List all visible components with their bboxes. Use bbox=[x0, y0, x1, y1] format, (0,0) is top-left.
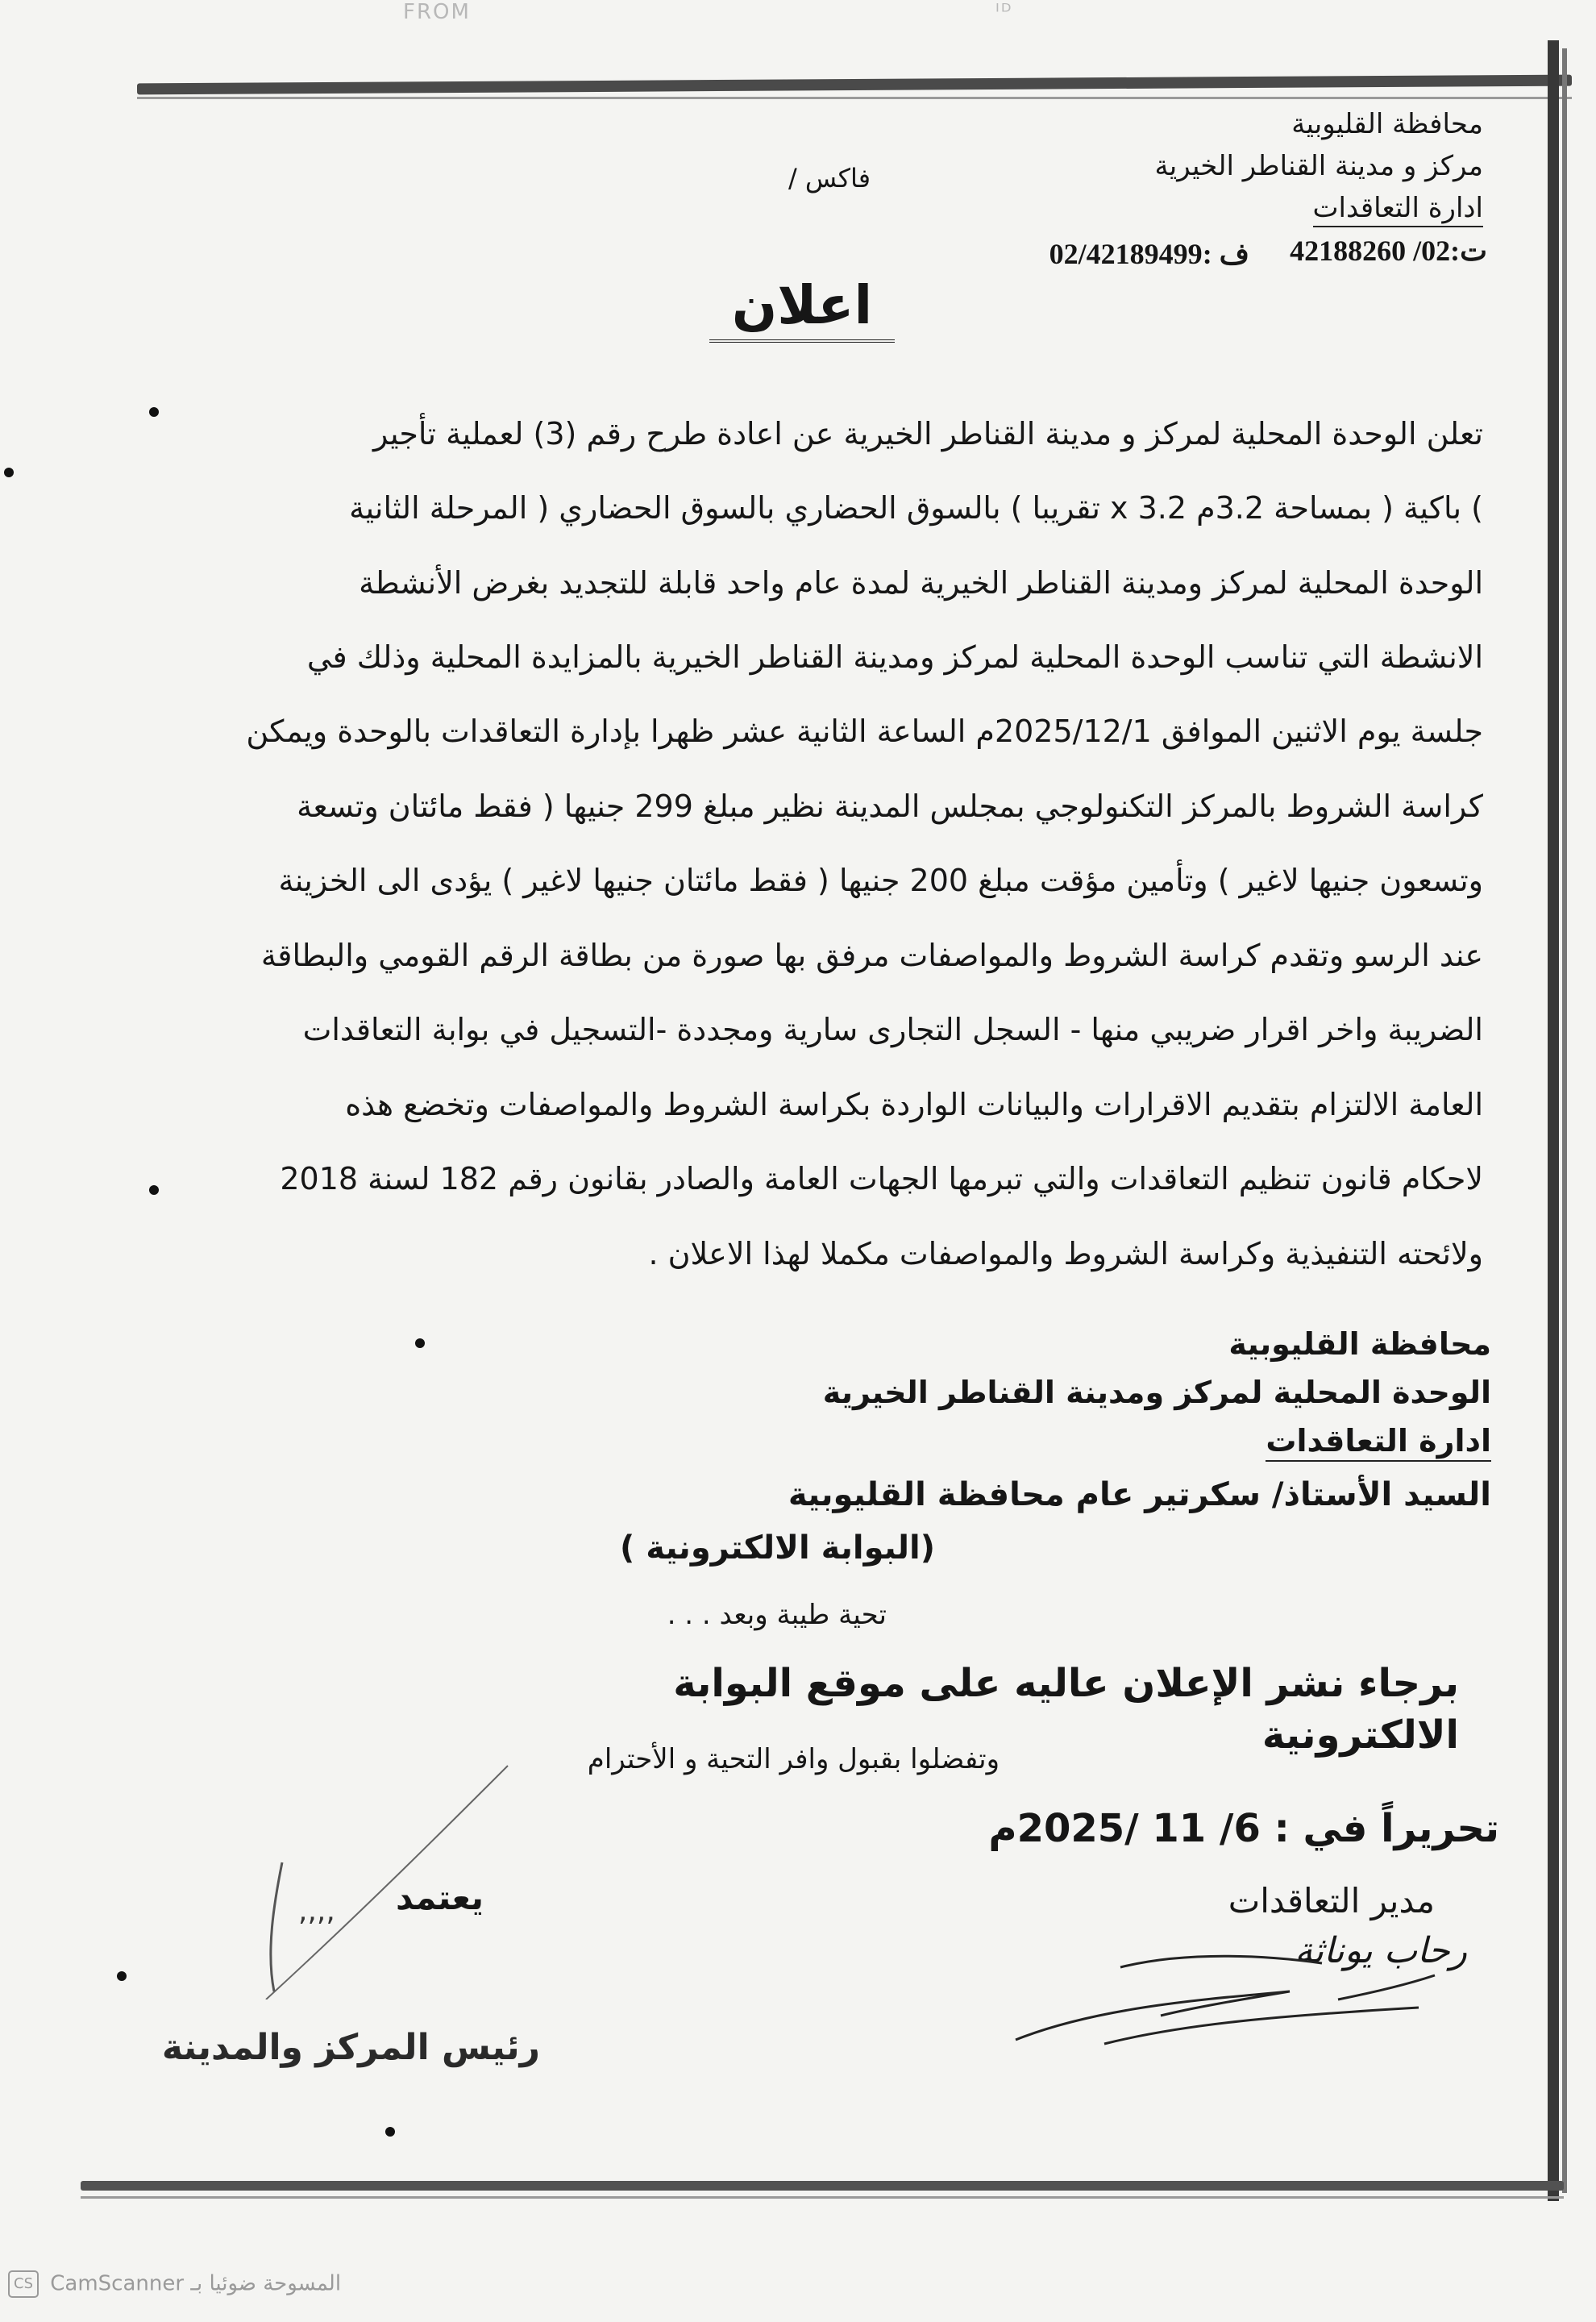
fax-label: فاكس / bbox=[788, 163, 871, 194]
bottom-border-line-thin bbox=[81, 2196, 1564, 2199]
manager-signature-scribble bbox=[1000, 1879, 1451, 2056]
header-department bbox=[1000, 189, 1483, 227]
phone-number: ت:02/ 42188260 bbox=[1290, 235, 1487, 267]
head-title: رئيس المركز والمدينة bbox=[161, 2027, 540, 2068]
fax-strip-from: FROM bbox=[403, 0, 471, 24]
header-governorate: محافظة القليوبية bbox=[1291, 108, 1483, 140]
announcement-line: جلسة يوم الاثنين الموافق 2025/12/1م الساعة الثانية عشر ظهرا بإدارة التعاقدات بالوحدة ويمكن bbox=[246, 714, 1483, 749]
fax-strip-id: ᴵᴰ bbox=[995, 0, 1013, 24]
announcement-line: تعلن الوحدة المحلية لمركز و مدينة القناطر الخيرية عن اعادة طرح رقم (3) لعملية تأجير bbox=[372, 416, 1483, 452]
letter-request: برجاء نشر الإعلان عاليه على موقع البوابة الالكترونية bbox=[673, 1661, 1459, 1758]
announcement-title: اعلان bbox=[709, 274, 895, 343]
letter-governorate: محافظة القليوبية bbox=[1228, 1326, 1491, 1362]
announcement-line: الوحدة المحلية لمركز ومدينة القناطر الخيرية لمدة عام واحد قابلة للتجديد بغرض الأنشطة bbox=[359, 565, 1483, 601]
right-border-line-thin bbox=[1562, 48, 1567, 2193]
announcement-line: وتسعون جنيها لاغير ) وتأمين مؤقت مبلغ 200 جنيها ( فقط مائتان جنيها لاغير ) يؤدى الى الخزينة bbox=[278, 863, 1483, 898]
scan-speck bbox=[4, 468, 14, 477]
top-border-line-thin bbox=[137, 97, 1572, 99]
announcement-line: العامة الالتزام بتقديم الاقرارات والبيانات الواردة بكراسة الشروط والمواصفات وتخضع هذه bbox=[345, 1087, 1483, 1122]
approval-marks: ,,,, bbox=[298, 1895, 335, 1928]
fax-number: ف :02/42189499 bbox=[1049, 238, 1249, 270]
letter-portal: (البوابة الالكترونية ) bbox=[620, 1529, 935, 1567]
announcement-line: عند الرسو وتقدم كراسة الشروط والمواصفات مرفق بها صورة من بطاقة الرقم القومي والبطاقة bbox=[260, 938, 1483, 973]
camscanner-watermark bbox=[8, 2270, 341, 2298]
approval-label: يعتمد bbox=[395, 1878, 484, 1917]
scan-speck bbox=[385, 2127, 395, 2137]
letter-closing: وتفضلوا بقبول وافر التحية و الأحترام bbox=[587, 1743, 1000, 1775]
announcement-line: لاحكام قانون تنظيم التعاقدات والتي تبرمها الجهات العامة والصادر بقانون رقم 182 لسنة 2018 bbox=[280, 1161, 1483, 1196]
announcement-line: ) باكية ( بمساحة 3.2م x 3.2 تقريبا ) بالسوق الحضاري بالسوق الحضاري ( المرحلة الثانية bbox=[349, 490, 1483, 526]
manager-title: مدير التعاقدات bbox=[1228, 1881, 1435, 1920]
letter-department bbox=[766, 1419, 1491, 1463]
letter-department-text: ادارة التعاقدات bbox=[1266, 1423, 1491, 1462]
header-department-text: ادارة التعاقدات bbox=[1313, 192, 1483, 227]
camscanner-text: CamScanner المسوحة ضوئيا بـ bbox=[50, 2271, 342, 2296]
scan-speck bbox=[149, 1185, 159, 1195]
scan-speck bbox=[149, 407, 159, 417]
manager-signature-name: رحاب يوناثة bbox=[1295, 1930, 1467, 1971]
header-center: مركز و مدينة القناطر الخيرية bbox=[1154, 150, 1483, 182]
camscanner-logo-icon: CS bbox=[8, 2270, 39, 2298]
scan-speck bbox=[415, 1338, 425, 1348]
announcement-line: الانشطة التي تناسب الوحدة المحلية لمركز ومدينة القناطر الخيرية بالمزايدة المحلية وذلك في bbox=[306, 639, 1483, 675]
announcement-line: كراسة الشروط بالمركز التكنولوجي بمجلس المدينة نظير مبلغ 299 جنيها ( فقط مائتان وتسعة bbox=[297, 789, 1483, 824]
letter-unit: الوحدة المحلية لمركز ومدينة القناطر الخيرية bbox=[822, 1375, 1491, 1410]
letter-addressee: السيد الأستاذ/ سكرتير عام محافظة القليوبية bbox=[788, 1476, 1491, 1513]
approval-slash-stroke bbox=[242, 1758, 516, 2000]
announcement-line: ولائحته التنفيذية وكراسة الشروط والمواصفات مكملا لهذا الاعلان . bbox=[648, 1236, 1483, 1271]
scan-speck bbox=[117, 1971, 127, 1981]
letter-date: تحريراً في : 6/ 11 /2025م bbox=[988, 1806, 1499, 1851]
top-border-line bbox=[137, 75, 1572, 95]
right-border-line bbox=[1548, 40, 1559, 2201]
announcement-line: الضريبة واخر اقرار ضريبي منها - السجل التجارى سارية ومجددة -التسجيل في بوابة التعاقدات bbox=[302, 1012, 1483, 1047]
letter-greeting: تحية طيبة وبعد . . . bbox=[667, 1599, 887, 1631]
bottom-border-line bbox=[81, 2181, 1564, 2191]
